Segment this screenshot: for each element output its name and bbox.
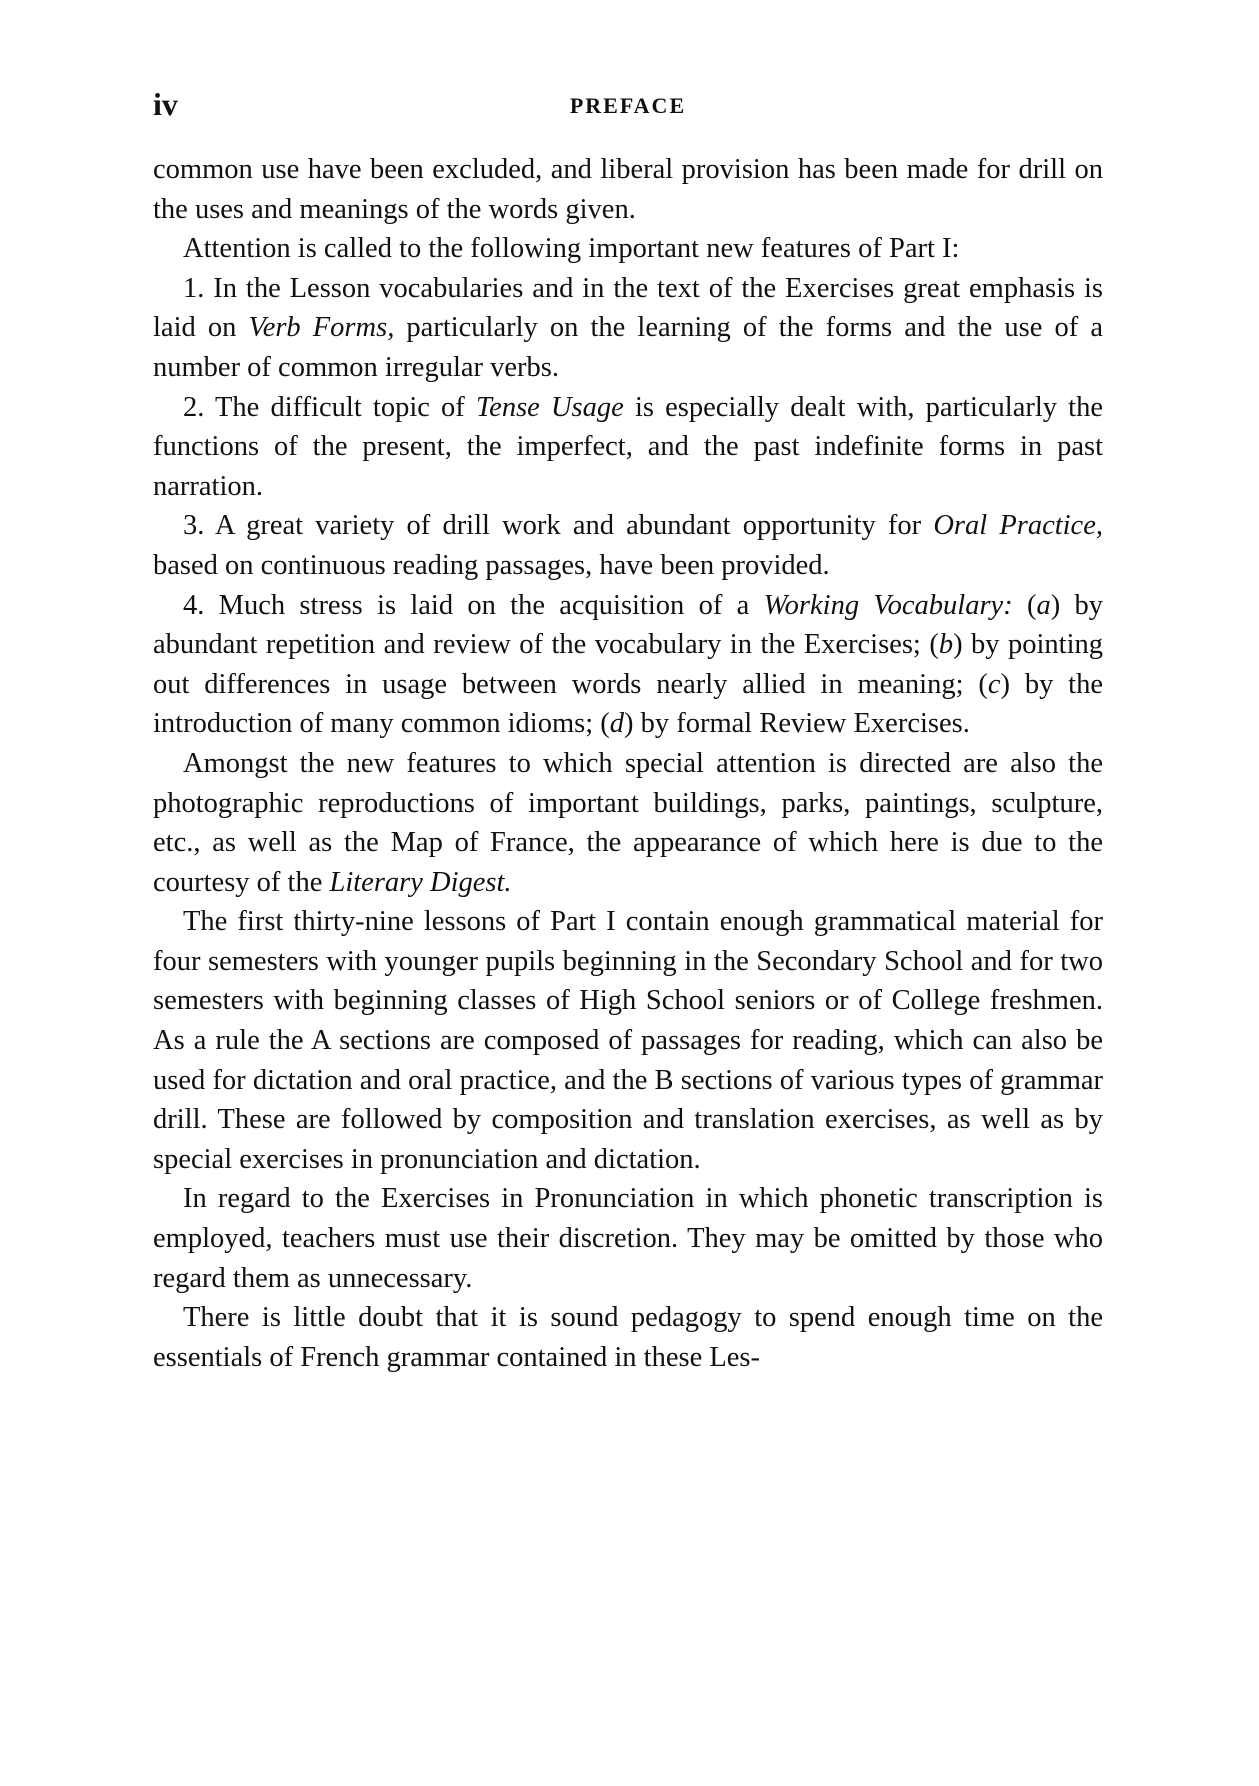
- paragraph-item-1: [153, 269, 1103, 388]
- text: ) by formal Review Exercises.: [624, 708, 970, 740]
- emphasis: Verb Forms,: [248, 312, 395, 344]
- emphasis: Oral Practice,: [933, 510, 1103, 542]
- paragraph-continued: common use have been excluded, and liberal provision has been made for drill on the uses and meanings of the words given.: [153, 154, 1103, 225]
- emphasis: Working Vocabulary:: [763, 589, 1013, 621]
- paragraph-lessons: The first thirty-nine lessons of Part I contain enough grammatical material for four semesters with younger pupils beginning in the Secondary School and for two semesters with beginning classes of High School seniors or of College freshmen. As a rule the A sections are composed of passages for reading, which can also be used for dictation and oral practice, and the B sections of various types of grammar drill. These are followed by composition and translation exercises, as well as by special exercises in pronunciation and dictation.: [153, 906, 1103, 1175]
- item-letter: c: [987, 668, 1001, 700]
- text: ) by pointing out differences in usage between words nearly allied in meaning; (: [153, 629, 1103, 700]
- page-number: iv: [153, 86, 178, 122]
- text: ) by the introduction of many common idioms; (: [153, 668, 1103, 740]
- paragraph-pedagogy: There is little doubt that it is sound pedagogy to spend enough time on the essentials of French grammar contained in these Les-: [153, 1302, 1103, 1373]
- item-letter: b: [938, 629, 954, 661]
- paragraph-pronunciation: In regard to the Exercises in Pronunciation in which phonetic transcription is employed, teachers must use their discretion. They may be omitted by those who regard them as unnecessary.: [153, 1183, 1103, 1294]
- emphasis: Literary Digest.: [329, 866, 512, 898]
- text: particularly on the learning of the forms and the use of a number of common irregular verbs.: [153, 312, 1103, 383]
- paragraph-features-intro: Attention is called to the following important new features of Part I:: [183, 233, 960, 265]
- text: 2. The difficult topic of: [183, 391, 476, 423]
- paragraph-new-features: [153, 744, 1103, 902]
- paragraph-item-4: [153, 586, 1103, 744]
- running-head: PREFACE: [569, 93, 687, 118]
- item-letter: a: [1036, 589, 1051, 621]
- page-header: [153, 84, 1103, 128]
- emphasis: Tense Usage: [475, 391, 624, 423]
- text: (: [1012, 589, 1037, 621]
- paragraph-item-3: [153, 506, 1103, 585]
- text: 4. Much stress is laid on the acquisition of a: [183, 589, 764, 621]
- text: 3. A great variety of drill work and abundant opportunity for: [183, 510, 934, 542]
- item-letter: d: [609, 708, 624, 740]
- text: Amongst the new features to which special attention is directed are also the photographic reproductions of important buildings, parks, paintings, sculpture, etc., as well as the Map of France, the appearance of which here is due to the courtesy of the: [153, 747, 1103, 898]
- text: based on continuous reading passages, have been provided.: [153, 549, 830, 581]
- body-text: [153, 150, 1103, 1377]
- text: 1. In the Lesson vocabularies and in the text of the Exercises great emphasis is laid on: [153, 272, 1103, 344]
- text: is especially dealt with, particularly the functions of the present, the imperfect, and the past indefinite forms in past narration.: [153, 391, 1103, 502]
- paragraph-item-2: [153, 388, 1103, 507]
- text: ) by abundant repetition and review of the vocabulary in the Exercises; (: [153, 589, 1103, 661]
